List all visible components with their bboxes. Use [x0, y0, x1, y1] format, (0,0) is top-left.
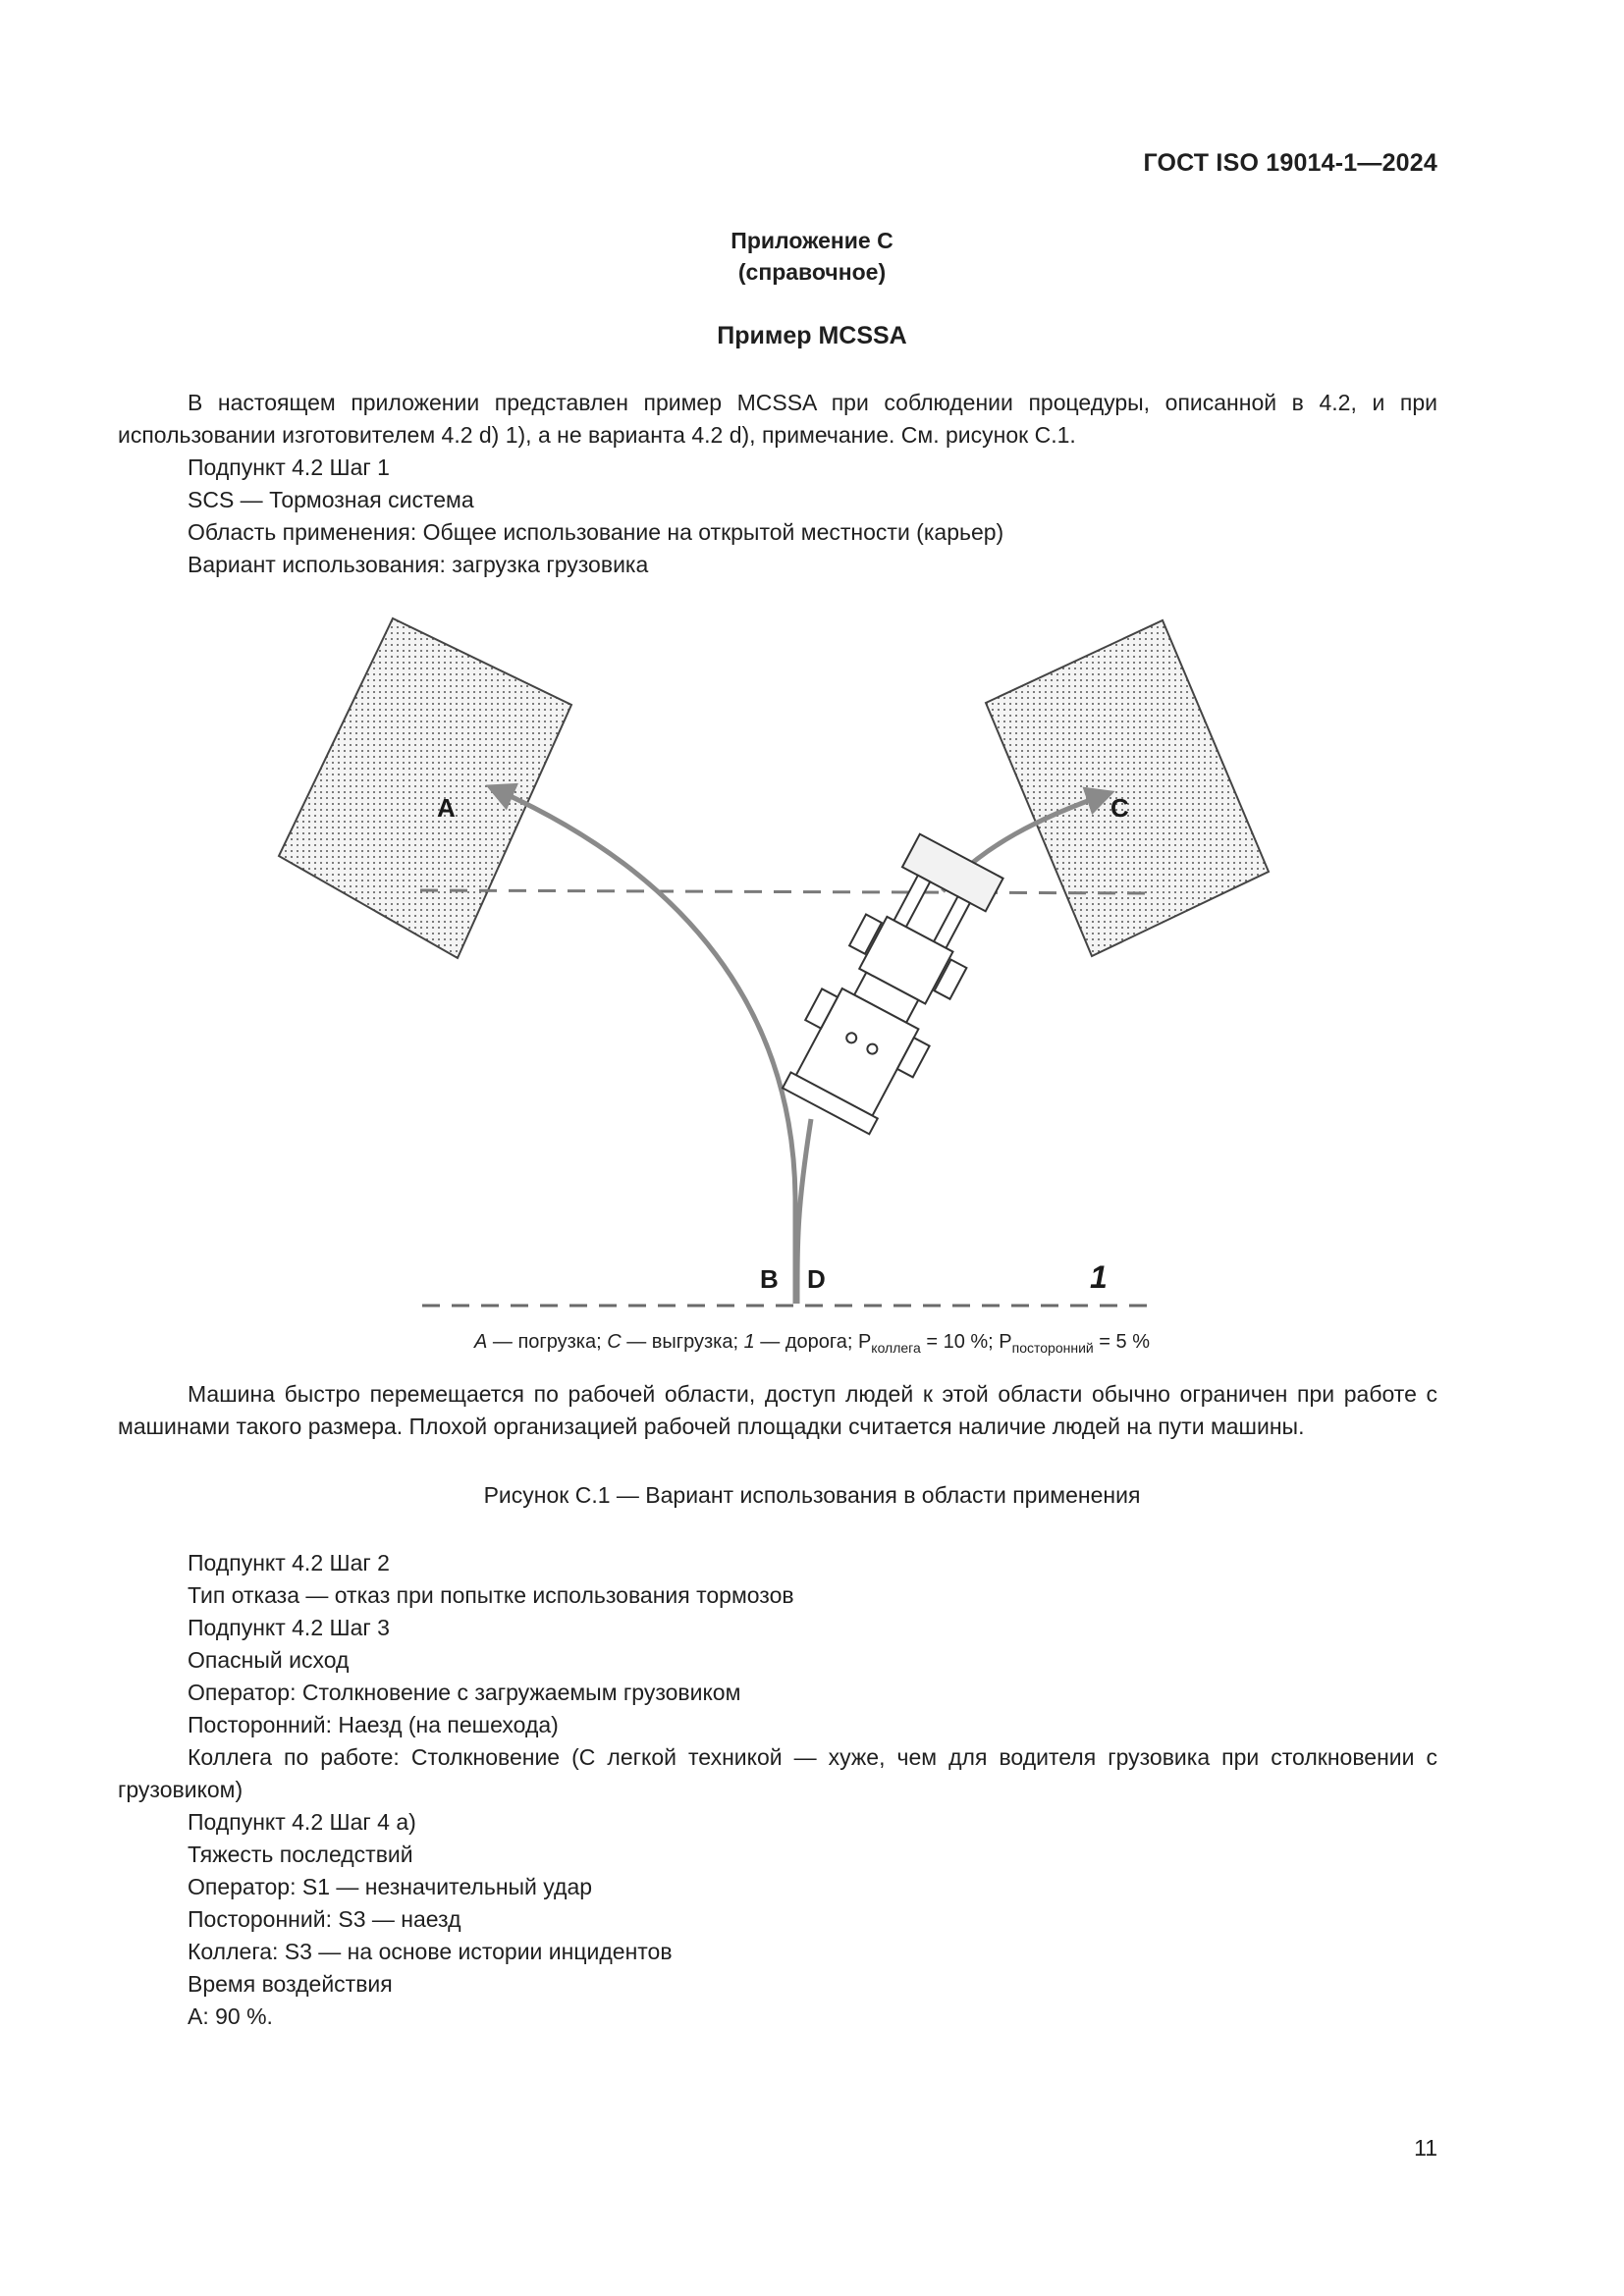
- body-line-operator-collision: Оператор: Столкновение с загружаемым грузовиком: [188, 1680, 741, 1705]
- body-line-step4a: Подпункт 4.2 Шаг 4 а): [188, 1809, 416, 1835]
- dashed-boundary-line: [420, 890, 1151, 893]
- key-c: С: [607, 1331, 622, 1353]
- figure-key: [0, 1331, 1624, 1356]
- page-number: 11: [1414, 2135, 1437, 2161]
- label-d: D: [807, 1264, 826, 1294]
- intro-line-area: Область применения: Общее использование на открытой местности (карьер): [188, 519, 1004, 545]
- annex-heading: Пример MCSSA: [717, 322, 907, 349]
- body-line-colleague-s3: Коллега: S3 — на основе истории инцидентов: [188, 1939, 673, 1964]
- label-c: C: [1110, 793, 1129, 823]
- key-val-bystander: = 5 %: [1093, 1331, 1150, 1353]
- key-a: A: [474, 1331, 488, 1353]
- path-b-to-a: [491, 787, 795, 1304]
- body-colleague-paragraph: Коллега по работе: Столкновение (С легкой техникой — хуже, чем для водителя грузовика при столкновении с грузовиком): [118, 1744, 1437, 1802]
- intro-line-step1: Подпункт 4.2 Шаг 1: [188, 454, 390, 480]
- unloading-area-c: [986, 620, 1269, 956]
- intro-paragraph: В настоящем приложении представлен пример MCSSA при соблюдении процедуры, описанной в 4.2, и при использовании изготовителем 4.2 d) 1), а не варианта 4.2 d), примечание. См. рисунок С.1.: [118, 390, 1437, 448]
- body-line-severity: Тяжесть последствий: [188, 1842, 413, 1867]
- annex-title: Приложение С: [731, 228, 893, 253]
- key-sub-bystander: посторонний: [1011, 1340, 1094, 1356]
- body-line-operator-s1: Оператор: S1 — незначительный удар: [188, 1874, 593, 1899]
- loading-area-a: [279, 618, 571, 958]
- label-b: B: [760, 1264, 779, 1294]
- body-line-a-90: А: 90 %.: [188, 2003, 273, 2029]
- body-line-exposure-time: Время воздействия: [188, 1971, 393, 1997]
- body-line-step2: Подпункт 4.2 Шаг 2: [188, 1550, 390, 1575]
- body-line-failure-type: Тип отказа — отказ при попытке использования тормозов: [188, 1582, 794, 1608]
- annex-subtitle: (справочное): [737, 259, 887, 285]
- figure-c1: [0, 589, 1624, 1315]
- body-line-hazard-outcome: Опасный исход: [188, 1647, 350, 1673]
- figure-description: Машина быстро перемещается по рабочей области, доступ людей к этой области обычно ограничен при работе с машинами такого размера. Плохой организацией рабочей площадки считается наличие людей на пути машины.: [118, 1381, 1437, 1439]
- label-road: 1: [1090, 1259, 1108, 1295]
- body-line-step3: Подпункт 4.2 Шаг 3: [188, 1615, 390, 1640]
- key-a-text: — погрузка;: [487, 1331, 608, 1353]
- intro-line-variant: Вариант использования: загрузка грузовика: [188, 552, 649, 577]
- wheel-loader: [772, 828, 1015, 1140]
- label-a: A: [437, 793, 456, 823]
- key-val-colleague: = 10 %; P: [920, 1331, 1012, 1353]
- body-line-bystander-s3: Посторонний: S3 — наезд: [188, 1906, 461, 1932]
- key-c-text: — выгрузка;: [621, 1331, 744, 1353]
- intro-line-scs: SCS — Тормозная система: [188, 487, 474, 512]
- figure-title: Рисунок С.1 — Вариант использования в области применения: [483, 1482, 1141, 1508]
- key-1: 1: [743, 1331, 755, 1353]
- key-1-text: — дорога; P: [754, 1331, 872, 1353]
- standard-designation: ГОСТ ISO 19014-1—2024: [1143, 149, 1437, 177]
- key-sub-colleague: коллега: [871, 1340, 921, 1356]
- body-line-bystander-runover: Посторонний: Наезд (на пешехода): [188, 1712, 559, 1737]
